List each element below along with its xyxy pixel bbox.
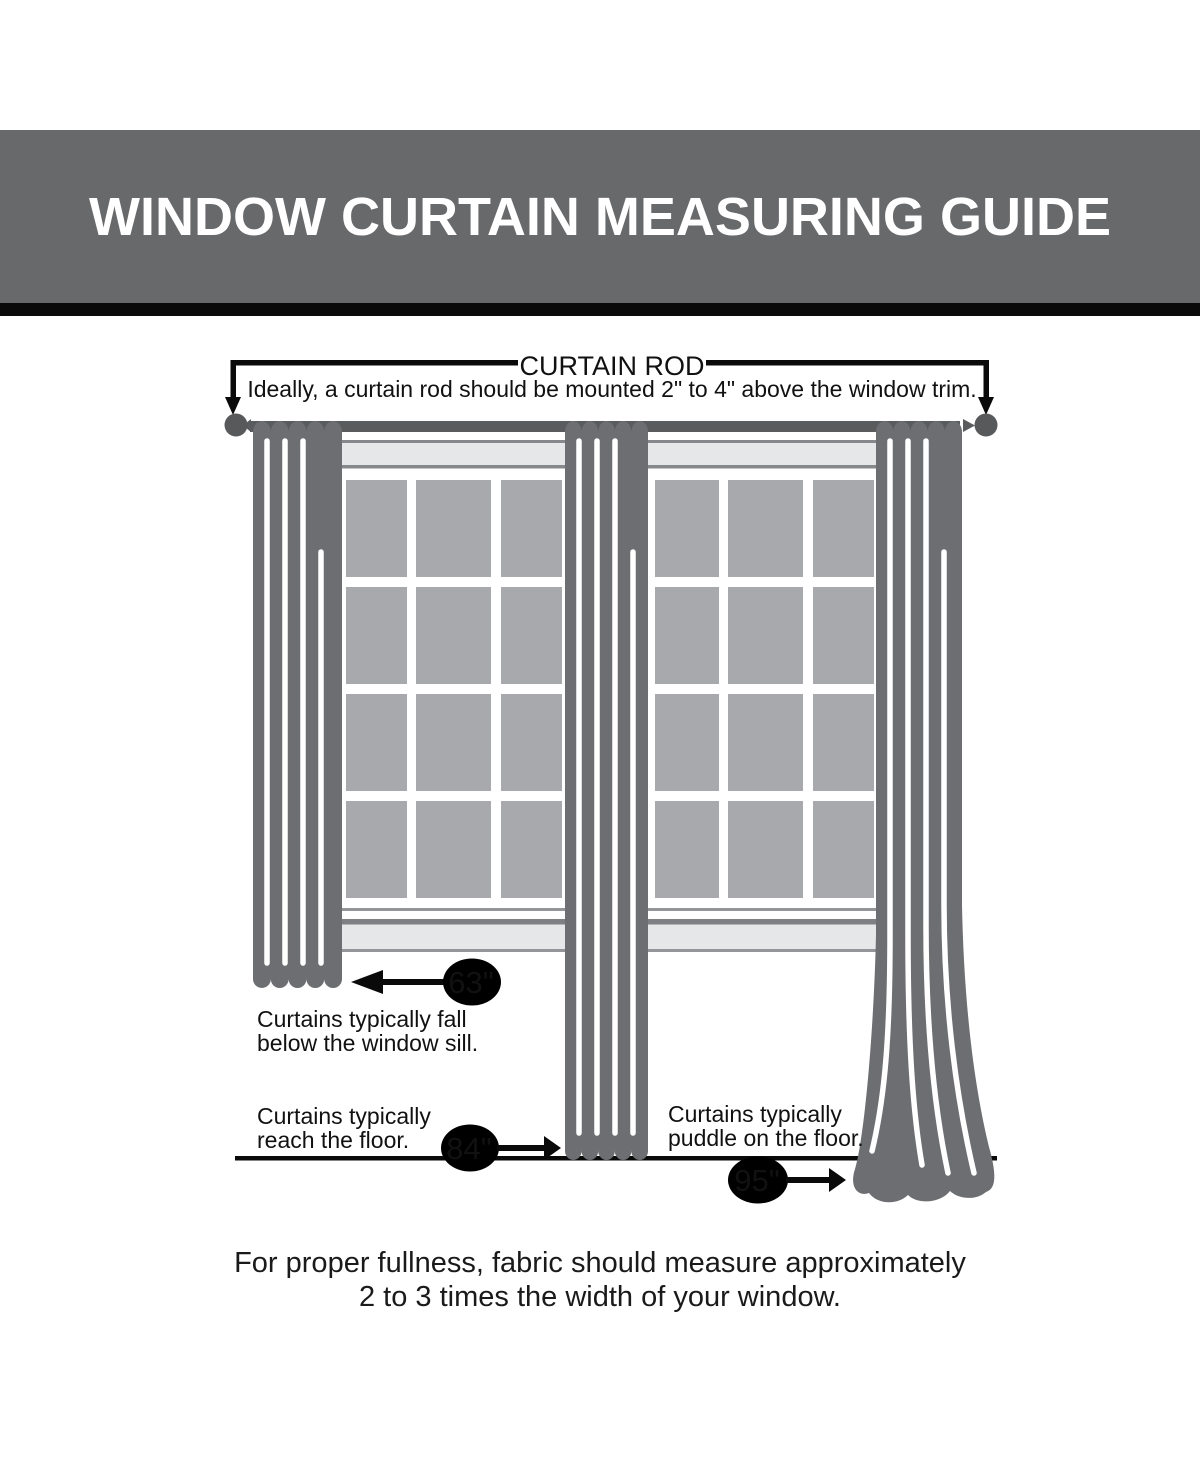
rod-label: CURTAIN ROD bbox=[519, 351, 705, 381]
window-pane bbox=[346, 480, 407, 577]
header-banner bbox=[0, 130, 1200, 303]
curtain-floor-length bbox=[565, 421, 648, 1160]
right-arrow-icon bbox=[829, 1168, 846, 1192]
fullness-note bbox=[0, 1246, 1200, 1314]
window-pane bbox=[346, 694, 407, 791]
caption-line: Curtains typically bbox=[257, 1103, 431, 1129]
rod-end-cap-right bbox=[963, 419, 975, 432]
left-arrow-icon bbox=[351, 970, 383, 994]
down-arrow-icon bbox=[225, 397, 241, 415]
window-right-panes bbox=[655, 480, 874, 898]
rod-finial-right bbox=[975, 414, 998, 437]
header-underline bbox=[0, 303, 1200, 316]
page-title: WINDOW CURTAIN MEASURING GUIDE bbox=[89, 186, 1111, 247]
caption-line: reach the floor. bbox=[257, 1127, 410, 1153]
window-pane bbox=[813, 801, 874, 898]
caption-line: Curtains typically bbox=[668, 1101, 842, 1127]
length-value: 84" bbox=[446, 1131, 492, 1166]
window-pane bbox=[416, 694, 491, 791]
window-pane bbox=[813, 694, 874, 791]
window-pane bbox=[813, 587, 874, 684]
caption-line: Curtains typically fall bbox=[257, 1006, 467, 1032]
window-pane bbox=[655, 801, 719, 898]
window-pane bbox=[655, 694, 719, 791]
window-pane bbox=[813, 480, 874, 577]
bracket-drop-left bbox=[231, 360, 237, 399]
window-pane bbox=[416, 801, 491, 898]
window-pane bbox=[728, 587, 803, 684]
window-pane bbox=[501, 480, 562, 577]
measurement-95 bbox=[668, 1101, 864, 1204]
rod-finial-left bbox=[225, 414, 248, 437]
arrow-shaft bbox=[380, 979, 446, 985]
window-left-panes bbox=[346, 480, 562, 898]
window-pane bbox=[416, 587, 491, 684]
window-pane bbox=[728, 694, 803, 791]
caption-line: below the window sill. bbox=[257, 1030, 479, 1056]
length-value: 95" bbox=[734, 1163, 780, 1198]
curtain-diagram bbox=[0, 335, 1200, 1215]
arrow-shaft bbox=[497, 1145, 546, 1151]
bracket-drop-right bbox=[984, 360, 990, 399]
window-pane bbox=[728, 801, 803, 898]
down-arrow-icon bbox=[978, 397, 994, 415]
window-pane bbox=[416, 480, 491, 577]
fullness-note-line2: 2 to 3 times the width of your window. bbox=[359, 1281, 841, 1313]
fullness-note-line1: For proper fullness, fabric should measure approximately bbox=[234, 1247, 966, 1279]
rod-note: Ideally, a curtain rod should be mounted 2" to 4" above the window trim. bbox=[247, 376, 977, 402]
curtain-puddle-length bbox=[853, 421, 994, 1202]
window-pane bbox=[655, 587, 719, 684]
window-pane bbox=[346, 801, 407, 898]
length-value: 63" bbox=[448, 965, 494, 1000]
window-pane bbox=[501, 694, 562, 791]
arrow-shaft bbox=[786, 1177, 831, 1183]
window-pane bbox=[346, 587, 407, 684]
bracket-line-right bbox=[706, 360, 987, 366]
curtain-sill-length bbox=[253, 421, 342, 988]
caption-line: puddle on the floor. bbox=[668, 1125, 864, 1151]
window-pane bbox=[655, 480, 719, 577]
bracket-line-left bbox=[233, 360, 518, 366]
measurement-84 bbox=[257, 1103, 561, 1172]
window-pane bbox=[501, 587, 562, 684]
window-pane bbox=[728, 480, 803, 577]
window-pane bbox=[501, 801, 562, 898]
